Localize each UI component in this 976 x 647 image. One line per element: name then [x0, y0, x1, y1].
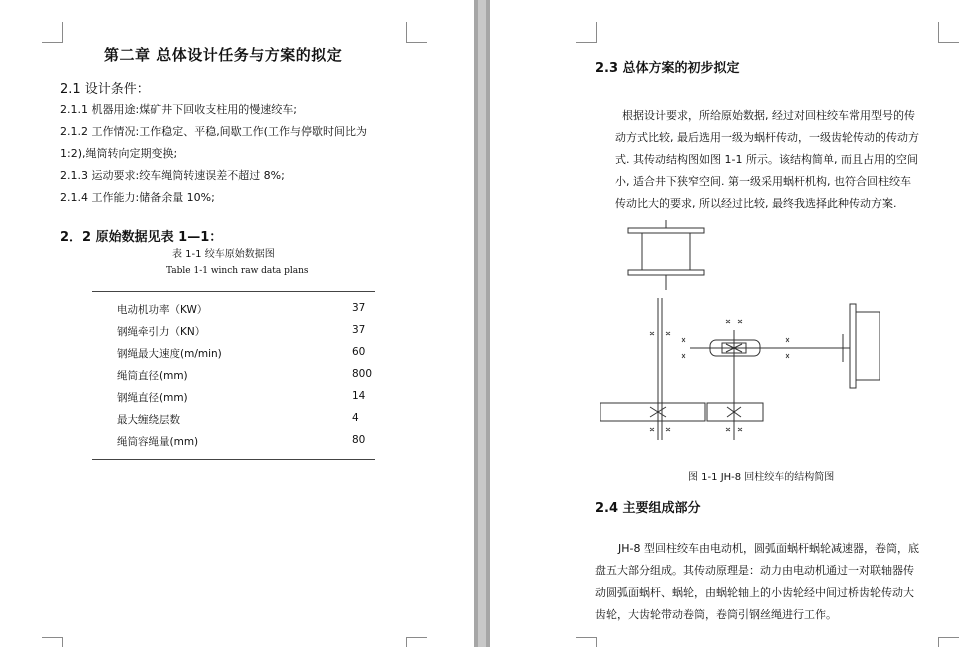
- motor-shape: [850, 304, 880, 388]
- large-gear: [600, 403, 705, 421]
- table-bottom-rule: [92, 459, 375, 460]
- row-label: 绳筒容绳量(mm): [117, 436, 199, 448]
- transmission-structure-diagram: [600, 220, 880, 450]
- row-value: 4: [352, 412, 359, 424]
- item-2-1-4: 2.1.4 工作能力:储备余量 10%;: [60, 191, 215, 204]
- crop-mark: [42, 637, 63, 647]
- para-2-4-line: 盘五大部分组成。其传动原理是：动力由电动机通过一对联轴器传: [595, 564, 914, 577]
- row-label: 钢绳最大速度(m/min): [117, 348, 222, 360]
- para-2-3-line: 式. 其传动结构图如图 1-1 所示。该结构简单, 而且占用的空间: [615, 153, 918, 166]
- row-value: 14: [352, 390, 366, 402]
- crop-mark: [576, 22, 597, 43]
- row-label: 钢绳直径(mm): [117, 392, 188, 404]
- para-2-3-line: 小, 适合井下狭窄空间. 第一级采用蜗杆机构, 也符合回柱绞车: [615, 175, 911, 188]
- row-value: 80: [352, 434, 366, 446]
- row-label: 绳筒直径(mm): [117, 370, 188, 382]
- section-2-3-heading: 2.3 总体方案的初步拟定: [595, 61, 740, 76]
- section-2-4-heading: 2.4 主要组成部分: [595, 501, 701, 516]
- row-label: 电动机功率（KW）: [117, 304, 208, 316]
- para-2-3-line: 动方式比较, 最后选用一级为蜗杆传动，一级齿轮传动的传动方: [615, 131, 919, 144]
- table-caption-cn: 表 1-1 绞车原始数据图: [172, 249, 275, 260]
- drum-shape: [628, 220, 704, 290]
- row-label: 钢绳牵引力（KN）: [117, 326, 206, 338]
- para-2-3-line: 传动比大的要求, 所以经过比较, 最终我选择此种传动方案.: [615, 197, 897, 210]
- table-top-rule: [92, 291, 375, 292]
- left-page: [0, 0, 474, 647]
- item-2-1-2-cont: 1:2),绳筒转向定期变换;: [60, 147, 178, 160]
- section-2-1-heading: 2.1 设计条件：: [60, 82, 150, 97]
- crop-mark: [938, 22, 959, 43]
- crop-mark: [406, 637, 427, 647]
- figure-caption: 图 1-1 JH-8 回柱绞车的结构简图: [688, 472, 835, 483]
- row-value: 37: [352, 324, 366, 336]
- item-2-1-1: 2.1.1 机器用途:煤矿井下回收支柱用的慢速绞车;: [60, 103, 297, 116]
- table-caption-en: Table 1-1 winch raw data plans: [166, 266, 309, 276]
- row-value: 60: [352, 346, 366, 358]
- para-2-4-line: JH-8 型回柱绞车由电动机，圆弧面蜗杆蜗轮减速器，卷筒，底: [618, 542, 919, 555]
- crop-mark: [938, 637, 959, 647]
- chapter-title: 第二章 总体设计任务与方案的拟定: [104, 46, 343, 64]
- crop-mark: [576, 637, 597, 647]
- small-gear: [707, 403, 763, 421]
- para-2-4-line: 动圆弧面蜗杆、蜗轮，由蜗轮轴上的小齿轮经中间过桥齿轮传动大: [595, 586, 914, 599]
- item-2-1-3: 2.1.3 运动要求:绞车绳筒转速误差不超过 8%;: [60, 169, 285, 182]
- item-2-1-2: 2.1.2 工作情况:工作稳定、平稳,间歇工作(工作与停歇时间比为: [60, 125, 367, 138]
- section-2-2-heading: 2．2 原始数据见表 1—1：: [60, 230, 223, 245]
- para-2-4-line: 齿轮，大齿轮带动卷筒，卷筒引钢丝绳进行工作。: [595, 608, 837, 621]
- right-page: [490, 0, 976, 647]
- para-2-3-line: 根据设计要求，所给原始数据, 经过对回柱绞车常用型号的传: [622, 109, 915, 122]
- crop-mark: [406, 22, 427, 43]
- row-value: 800: [352, 368, 373, 380]
- page-gutter: [474, 0, 490, 647]
- crop-mark: [42, 22, 63, 43]
- row-label: 最大缠绕层数: [117, 414, 180, 426]
- bearing-mark: [650, 332, 670, 431]
- row-value: 37: [352, 302, 366, 314]
